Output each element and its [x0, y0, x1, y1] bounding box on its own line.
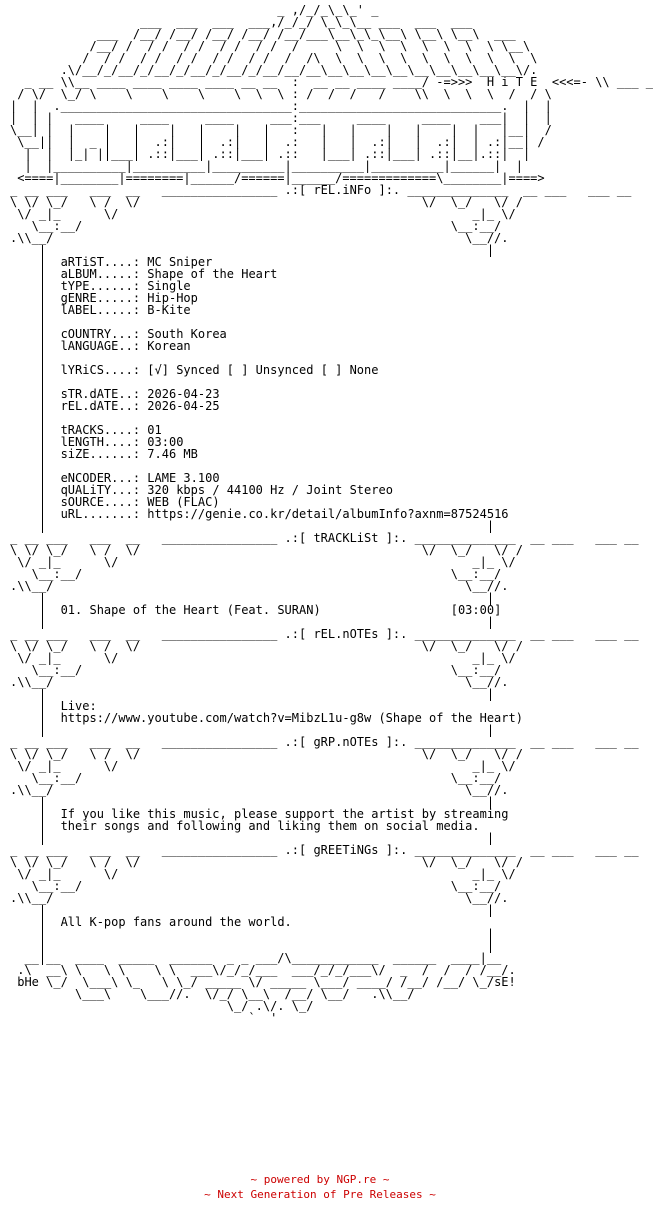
- type-label: tYPE......:: [60, 279, 141, 293]
- url-link[interactable]: https://genie.co.kr/detail/albumInfo?axnm=87524516: [147, 507, 509, 521]
- quality-value: 320 kbps / 44100 Hz / Joint Stereo: [147, 483, 393, 497]
- str-date-value: 2026-04-23: [147, 387, 220, 401]
- encoder-label: eNCODER...:: [60, 471, 141, 485]
- length-label: lENGTH....:: [60, 435, 141, 449]
- label-value: B-Kite: [147, 303, 191, 317]
- footer-tagline: ~ Next Generation of Pre Releases ~: [204, 1188, 436, 1201]
- tracks-value: 01: [147, 423, 162, 437]
- logo-art: _ ,/_/_\_\_' _ ___ ___ ___ ___,/_/_/ \_\_\__ ___ ___ ___ ___ /__/ /__/ /__/ /__/ /__/___\__\_\_\__\ \__\ \__\ ___ /__/ / / / / / / / / / / \ \ \ \ \ \ \ \ \__\ / / / / / / / / / / / / /\ \ \ \ \ \ \ \ \ \ \ .\/__/_/__/_/__/_/__/_/__/_/__/__/__\__\__\__\__\__\__\__\__\__\/. _ __ \\__ ____ ____ ____ ____ __ __ : __ __ ____ ____/: [24, 3, 538, 89]
- group-notes-line-2: their songs and following and liking them on social media.: [60, 819, 480, 833]
- genre-label: gENRE.....:: [60, 291, 141, 305]
- language-label: lANGUAGE..:: [60, 339, 141, 353]
- section-header-release-info: .:[ rEL.iNFo ]:.: [284, 183, 401, 197]
- source-label: sOURCE....:: [60, 495, 141, 509]
- artist-value: MC Sniper: [147, 255, 213, 269]
- release-notes-link[interactable]: https://www.youtube.com/watch?v=MibzL1u-g8w (Shape of the Heart): [60, 711, 523, 725]
- length-value: 03:00: [147, 435, 184, 449]
- quality-label: qUALiTY...:: [60, 483, 141, 497]
- rel-date-value: 2026-04-25: [147, 399, 220, 413]
- release-notes-heading: Live:: [60, 699, 97, 713]
- genre-value: Hip-Hop: [147, 291, 198, 305]
- signature-left: bHe: [17, 975, 39, 989]
- section-header-tracklist: .:[ tRACKLiSt ]:.: [284, 531, 408, 545]
- country-value: South Korea: [147, 327, 227, 341]
- section-header-release-notes: .:[ rEL.nOTEs ]:.: [284, 627, 408, 641]
- group-notes-line-1: If you like this music, please support the artist by streaming: [60, 807, 509, 821]
- track-entry: 01. Shape of the Heart (Feat. SURAN): [60, 603, 321, 617]
- url-label: uRL.......:: [60, 507, 141, 521]
- type-value: Single: [147, 279, 191, 293]
- lyrics-value: [√] Synced [ ] Unsynced [ ] None: [147, 363, 379, 377]
- greetings-text: All K-pop fans around the world.: [60, 915, 292, 929]
- encoder-value: LAME 3.100: [147, 471, 220, 485]
- track-duration: [03:00]: [450, 603, 502, 617]
- source-value: WEB (FLAC): [147, 495, 220, 509]
- label-label: lABEL.....:: [60, 303, 141, 317]
- language-value: Korean: [147, 339, 191, 353]
- section-header-group-notes: .:[ gRP.nOTEs ]:.: [284, 735, 408, 749]
- footer-powered-by: ~ powered by NGP.re ~: [250, 1173, 390, 1186]
- str-date-label: sTR.dATE..:: [60, 387, 141, 401]
- rel-date-label: rEL.dATE..:: [60, 399, 141, 413]
- nfo-document: _ ,/_/_\_\_' _ ___ ___ ___ ___,/_/_/ \_\_\__ ___ ___ ___ ___ /__/ /__/ /__/ /__/ /__/___\__\_\_\__\ \__\ \__\ ___ /__/ / / / / / / / / / / \ \ \ \ \ \ \ \ \__\ / / / / / / / / / / / / /\ \ \ \ \ \ \ \ \ \ \ .\/__/_/__/_/__/_/__/_/__/_/__/__/__\__\__\__\__\__\__\__\__\__\/. _ __ \\__ ____ ____ ____ ____ __ __ : __ __ ____ ____/ -=>>> H i T E <<<=- \\ ___ _ / \/ \_/ \ \ \ \ \ \ \ : / / / / \\ \ \ \ / / \ | | .________________________________:____________________________. | | | | | ____ ____ ____ ___:___ ____ ____ ___| | | \__| | | | | | | | | : | | | | | | |__| / \__|| | _ | | .:| | .:| | .: | | .:| | .:| | .:|__| / | | |_| ||___| .::|___| .::|___| .:: |___| .::|___| .::|__|.::| | | |__________|__________|__________|__________|__________|______| | <====|________|========|______/======|______/=============\________|====> _ __ ___ ___ __ ________________ .:[ rEL.iNFo ]:. ______________ __ ___ ___ __ \ \/ \_/ \ / \/ \/ \_/ \/ / \/ _|_ \/ _|_ \/ \__:__/ \__:__/ .\\__/ \__//. | | | aRTiST....: MC Sniper | aLBUM.....: Shape of the Heart | tYPE......: Single | gENRE.....: Hip-Hop | lABEL.....: B-Kite | | cOUNTRY...: South Korea | lANGUAGE..: Korean | | lYRiCS....: [√] Synced [ ] Unsynced [ ] None | | sTR.dATE..: 2026-04-23 | rEL.dATE..: 2026-04-25 | | tRACKS....: 01 | lENGTH....: 03:00 | siZE......: 7.46 MB | | eNCODER...: LAME 3.100 | qUALiTY...: 320 kbps / 44100 Hz / Joint Stereo | sOURCE....: WEB (FLAC) | uRL.......: https://genie.co.kr/detail/albumInfo?axnm=87524516 | | _ __ ___ ___ __ ________________ .:[ tRACKLiSt ]:. ______________ __ ___ ___ __ \ \/ \_/ \ / \/ \/ \_/ \/ / \/ _|_ \/ _|_ \/ \__:__/ \__:__/ .\\__/ \__//. | | | 01. Shape of the Heart (Feat. SURAN) [03:00] | | _ __ ___ ___ __ ________________ .:[ rEL.nOTEs ]:. ______________ __ ___ ___ __ \ \/ \_/ \ / \/ \/ \_/ \/ / \/ _|_ \/ _|_ \/ \__:__/ \__:__/ .\\__/ \__//. | | | Live: | https://www.youtube.com/watch?v=MibzL1u-g8w (Shape of the Heart) | | _ __ ___ ___ __ ________________ .:[ gRP.nOTEs ]:. ______________ __ ___ ___ __ \ \/ \_/ \ / \/ \/ \_/ \/ / \/ _|_ \/ _|_ \/ \__:__/ \__:__/ .\\__/ \__//. | | | If you like this music, please support the artist by streaming | their songs and following and liking them on social media. | | _ __ ___ ___ __ ________________ .:[ gREETiNGs ]:. ______________ __ ___ ___ __ \ \/ \_/ \ / \/ \/ \_/ \/ / \/ _|_ \/ _|_ \/ \__:__/ \__:__/ .\\__/ \__//. | | | All K-pop fans around the world. | | | | __|__ ____ _____ ______ _ _ ___/\____________ ______ ____|__ .\ __\ \ \ \ \ \ ___\/_/_/___ ___/_/_/___\/ _ / / / /__/. bHe \_/ \___\ \_ \ \_/ _____ \/ _____ \___/ ____/ /__/ /__/ \_/sE! \___\ \___//. \/_/ \__\ /__/ \__/ .\\__/ \_/ .\/. \_/ ` ': [10, 3, 653, 1025]
- lyrics-label: lYRiCS....:: [60, 363, 141, 377]
- album-label: aLBUM.....:: [60, 267, 141, 281]
- signature-right: sE!: [494, 975, 516, 989]
- size-value: 7.46 MB: [147, 447, 198, 461]
- artist-label: aRTiST....:: [60, 255, 141, 269]
- album-value: Shape of the Heart: [147, 267, 278, 281]
- group-tag: -=>>> H i T E <<<=-: [436, 75, 588, 89]
- tracks-label: tRACKS....:: [60, 423, 141, 437]
- section-header-greetings: .:[ gREETiNGs ]:.: [284, 843, 408, 857]
- country-label: cOUNTRY...:: [60, 327, 141, 341]
- size-label: siZE......:: [60, 447, 141, 461]
